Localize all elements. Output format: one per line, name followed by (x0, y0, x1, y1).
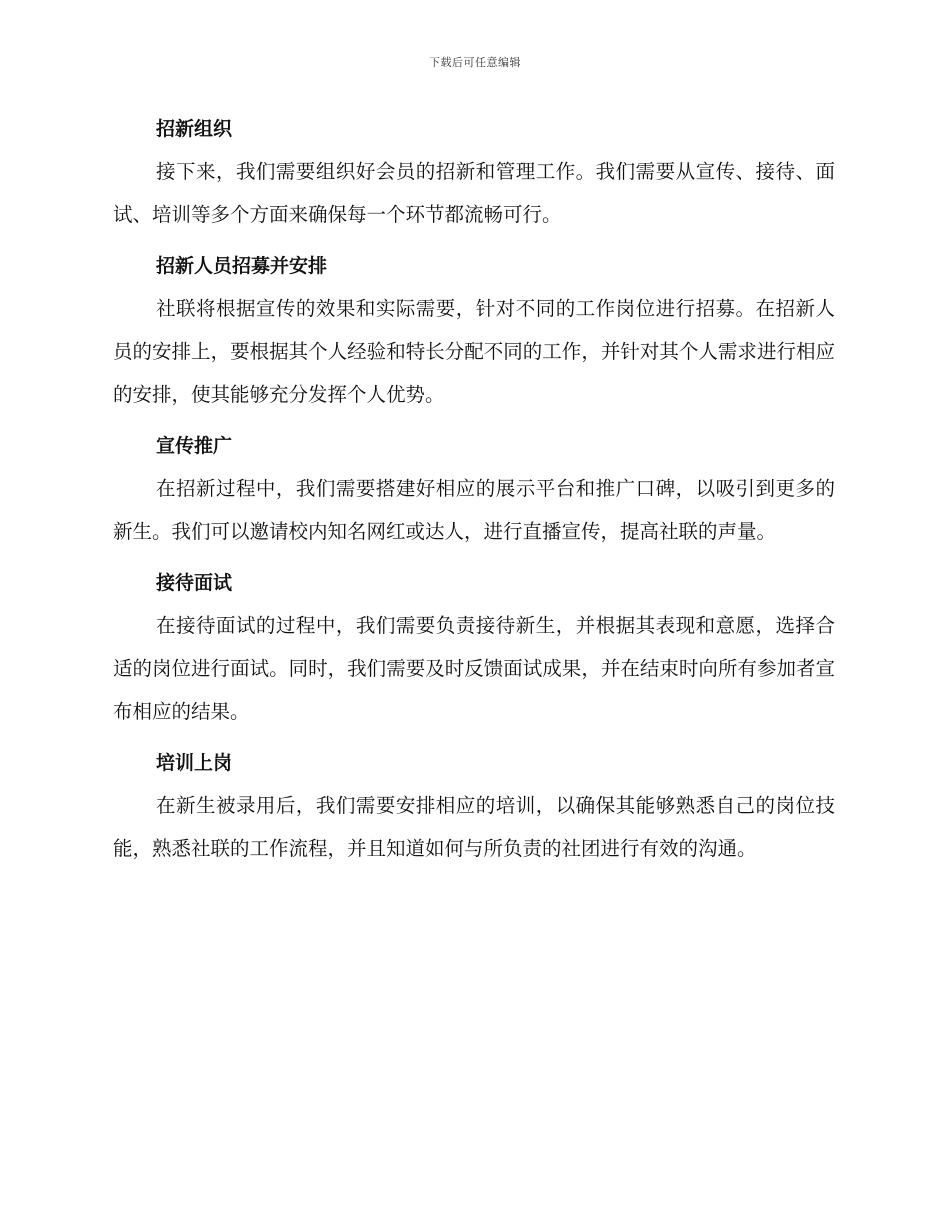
section-reception-interview (113, 562, 835, 733)
document-body (113, 108, 835, 879)
section-heading: 招新人员招募并安排 (156, 255, 328, 277)
section-training (113, 742, 835, 870)
section-heading: 宣传推广 (156, 435, 233, 457)
section-heading: 培训上岗 (156, 752, 233, 774)
section-paragraph: 接下来，我们需要组织好会员的招新和管理工作。我们需要从宣传、接待、面试、培训等多个方面来确保每一个环节都流畅可行。 (113, 160, 835, 226)
section-staff-recruitment (113, 245, 835, 416)
section-paragraph: 在新生被录用后，我们需要安排相应的培训，以确保其能够熟悉自己的岗位技能，熟悉社联的工作流程，并且知道如何与所负责的社团进行有效的沟通。 (113, 794, 835, 860)
section-promotion (113, 425, 835, 553)
section-paragraph: 在接待面试的过程中，我们需要负责接待新生，并根据其表现和意愿，选择合适的岗位进行面试。同时，我们需要及时反馈面试成果，并在结束时向所有参加者宣布相应的结果。 (113, 614, 835, 723)
section-paragraph: 在招新过程中，我们需要搭建好相应的展示平台和推广口碑，以吸引到更多的新生。我们可以邀请校内知名网红或达人，进行直播宣传，提高社联的声量。 (113, 477, 835, 543)
section-recruitment-organization (113, 108, 835, 236)
section-heading: 接待面试 (156, 572, 233, 594)
page-header-note: 下载后可任意编辑 (429, 56, 521, 69)
section-heading: 招新组织 (156, 118, 233, 140)
section-paragraph: 社联将根据宣传的效果和实际需要，针对不同的工作岗位进行招募。在招新人员的安排上，要根据其个人经验和特长分配不同的工作，并针对其个人需求进行相应的安排，使其能够充分发挥个人优势。 (113, 297, 835, 406)
